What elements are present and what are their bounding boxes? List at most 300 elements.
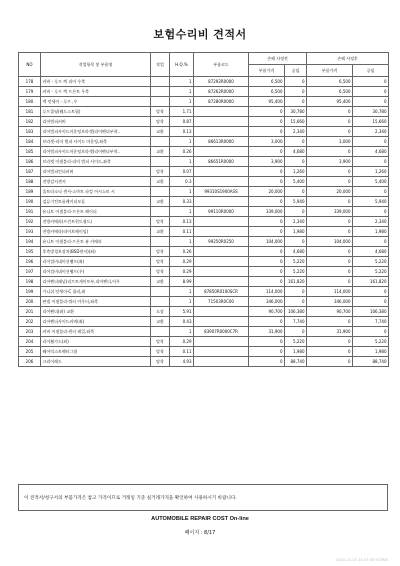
row-part-price: 0 (249, 127, 285, 137)
estimate-rows (19, 77, 389, 367)
row-name: 커버 - 루프 렉 리어 우측 (41, 77, 151, 87)
row-work (151, 207, 170, 217)
row-qty: 1 (170, 87, 194, 97)
row-qty: 0.26 (170, 247, 194, 257)
row-part-price-after: 0 (307, 127, 353, 137)
row-no: 196 (19, 257, 41, 267)
row-qty: 0.29 (170, 337, 194, 347)
header-work-item: 작업항목 및 부품명 (41, 53, 151, 77)
row-part-code (194, 257, 249, 267)
row-labor-after: 0 (353, 187, 389, 197)
row-labor-after: 7,740 (353, 317, 389, 327)
row-part-price: 31,900 (249, 327, 285, 337)
row-work (151, 287, 170, 297)
row-qty: 1.71 (170, 107, 194, 117)
row-part-price: 0 (249, 247, 285, 257)
row-work (151, 297, 170, 307)
row-name: 커버 - 루프 렉 프론트 우측 (41, 87, 151, 97)
row-part-price: 346,000 (249, 297, 285, 307)
row-labor: 0 (285, 157, 307, 167)
row-work: 교환 (151, 227, 170, 237)
row-name: 전방카메라(라이브에이밍) (41, 227, 151, 237)
row-part-code (194, 197, 249, 207)
table-row (19, 167, 389, 177)
header-work: 작업 (151, 53, 170, 77)
row-no: 187 (19, 167, 41, 177)
row-name: 전방카메라(프런트윈드쉴드) (41, 217, 151, 227)
row-labor: 5,220 (285, 337, 307, 347)
row-labor-after: 161,820 (353, 277, 389, 287)
row-work: 탈착 (151, 267, 170, 277)
row-work: 교환 (151, 147, 170, 157)
row-labor: 0 (285, 327, 307, 337)
row-labor-after: 88,740 (353, 357, 389, 367)
table-row (19, 77, 389, 87)
row-qty: 1 (170, 287, 194, 297)
page-number: 페이지 : 8/17 (184, 530, 216, 536)
row-no: 180 (19, 97, 41, 107)
row-labor: 30,780 (285, 107, 307, 117)
row-part-code (194, 317, 249, 327)
row-work (151, 157, 170, 167)
row-part-price: 90,700 (249, 307, 285, 317)
row-part-price-after: 31,900 (307, 327, 353, 337)
row-work: 탈착 (151, 337, 170, 347)
row-labor-after: 4,680 (353, 247, 389, 257)
row-name: 리어컴비네이션램프(우) (41, 267, 151, 277)
row-qty: 0.29 (170, 267, 194, 277)
row-part-price-after: 0 (307, 247, 353, 257)
row-part-code: 99110R0000 (194, 207, 249, 217)
row-work (151, 87, 170, 97)
row-work (151, 187, 170, 197)
row-no: 199 (19, 287, 41, 297)
row-part-price: 0 (249, 167, 285, 177)
row-work: 탈착 (151, 347, 170, 357)
row-work: 교환 (151, 127, 170, 137)
row-labor-after: 15,660 (353, 117, 389, 127)
row-part-price-after: 0 (307, 267, 353, 277)
row-no: 191 (19, 207, 41, 217)
row-qty: 0.26 (170, 147, 194, 157)
row-work: 교환 (151, 277, 170, 287)
row-qty: 0.29 (170, 257, 194, 267)
header-labor: 공임 (285, 65, 307, 77)
row-name: 리어범퍼사이드마운팅브라켓(리어펜더부착.. (41, 127, 151, 137)
row-name: 웨어익스트랙터그릴 (41, 347, 151, 357)
row-part-price: 0 (249, 227, 285, 237)
table-row (19, 287, 389, 297)
row-part-price: 0 (249, 317, 285, 327)
row-work: 교환 (151, 197, 170, 207)
row-part-code (194, 107, 249, 117)
table-row (19, 187, 389, 197)
row-labor-after: 0 (353, 237, 389, 247)
row-name: 유니트 어셈블리-프론트 레이더 (41, 207, 151, 217)
row-name: 브라켓 어셈블리-리어 범퍼 사이드,좌측 (41, 157, 151, 167)
row-labor: 5,220 (285, 267, 307, 277)
row-labor-after: 0 (353, 77, 389, 87)
table-row (19, 267, 389, 277)
row-qty: 0.07 (170, 167, 194, 177)
row-part-code: 87850R0100SCR (194, 287, 249, 297)
table-row (19, 137, 389, 147)
table-row (19, 307, 389, 317)
row-qty: 0.43 (170, 317, 194, 327)
row-work: 도장 (151, 307, 170, 317)
row-name: 리어범퍼사이드마운팅브라켓(리어펜더부착.. (41, 147, 151, 157)
row-labor: 106,380 (285, 307, 307, 317)
row-part-code (194, 147, 249, 157)
row-part-price-after: 0 (307, 317, 353, 327)
table-row (19, 347, 389, 357)
row-part-price-after: 0 (307, 167, 353, 177)
row-work (151, 137, 170, 147)
row-qty: 1 (170, 157, 194, 167)
row-labor: 15,660 (285, 117, 307, 127)
table-row (19, 217, 389, 227)
row-labor-after: 5,400 (353, 177, 389, 187)
row-part-code: 87292R0000 (194, 77, 249, 87)
row-work: 탈착 (151, 247, 170, 257)
row-qty: 5.91 (170, 307, 194, 317)
row-labor: 4,680 (285, 147, 307, 157)
row-part-code: 99250R0250 (194, 237, 249, 247)
row-labor: 0 (285, 97, 307, 107)
row-part-price-after: 0 (307, 347, 353, 357)
row-work: 탈착 (151, 357, 170, 367)
row-part-code (194, 347, 249, 357)
table-row (19, 257, 389, 267)
row-labor: 5,400 (285, 177, 307, 187)
row-part-price-after: 0 (307, 357, 353, 367)
row-part-price: 3,000 (249, 137, 285, 147)
row-labor: 2,340 (285, 127, 307, 137)
row-no: 204 (19, 337, 41, 347)
row-part-price: 339,000 (249, 207, 285, 217)
table-row (19, 327, 389, 337)
row-part-price: 3,900 (249, 157, 285, 167)
row-qty: 1 (170, 297, 194, 307)
row-work (151, 77, 170, 87)
row-work (151, 97, 170, 107)
row-labor: 0 (285, 287, 307, 297)
row-work: 탈착 (151, 257, 170, 267)
row-part-price-after: 0 (307, 117, 353, 127)
row-part-code (194, 217, 249, 227)
row-qty: 1 (170, 237, 194, 247)
header-damage-before: 손해 사정전 (249, 53, 307, 65)
row-part-code (194, 167, 249, 177)
row-work: 탈착 (151, 107, 170, 117)
row-labor-after: 2,340 (353, 217, 389, 227)
row-part-price: 0 (249, 347, 285, 357)
row-labor: 1,260 (285, 167, 307, 177)
row-name: 유니트 어셈블리-프론트 뷰 카메라 (41, 237, 151, 247)
header-labor-after: 공임 (353, 65, 389, 77)
row-no: 182 (19, 117, 41, 127)
row-part-price: 0 (249, 277, 285, 287)
row-labor: 2,340 (285, 217, 307, 227)
row-part-price-after: 0 (307, 147, 353, 157)
row-labor-after: 0 (353, 327, 389, 337)
table-row (19, 107, 389, 117)
document-title: 보험수리비 견적서 (153, 28, 247, 41)
row-no: 188 (19, 177, 41, 187)
row-no: 195 (19, 247, 41, 257)
row-part-price-after: 346,000 (307, 297, 353, 307)
row-no: 205 (19, 347, 41, 357)
row-name: 판넬 어셈블리-쿼터 아우터,좌측 (41, 297, 151, 307)
row-part-code (194, 247, 249, 257)
row-labor: 1,980 (285, 347, 307, 357)
row-part-price: 95,400 (249, 97, 285, 107)
row-labor: 0 (285, 187, 307, 197)
row-qty: 0.87 (170, 117, 194, 127)
table-row (19, 147, 389, 157)
row-qty: 1 (170, 187, 194, 197)
row-part-price-after: 0 (307, 197, 353, 207)
row-part-price: 0 (249, 257, 285, 267)
row-part-code: 83907R0000C7R (194, 327, 249, 337)
row-part-code: 86651R0000 (194, 157, 249, 167)
row-work: 교환 (151, 177, 170, 187)
row-no: 181 (19, 107, 41, 117)
row-no: 206 (19, 357, 41, 367)
row-part-price: 104,000 (249, 237, 285, 247)
row-qty: 1 (170, 77, 194, 87)
row-no: 202 (19, 317, 41, 327)
row-part-code (194, 117, 249, 127)
row-part-code: 87280R0000 (194, 97, 249, 107)
row-labor-after: 106,380 (353, 307, 389, 317)
row-no: 194 (19, 237, 41, 247)
row-part-price-after: 95,400 (307, 97, 353, 107)
row-part-price: 0 (249, 197, 285, 207)
row-labor: 88,740 (285, 357, 307, 367)
row-part-price-after: 0 (307, 217, 353, 227)
row-labor-after: 2,340 (353, 127, 389, 137)
row-labor: 5,220 (285, 257, 307, 267)
row-labor-after: 0 (353, 97, 389, 107)
row-labor-after: 0 (353, 297, 389, 307)
row-qty: 0.13 (170, 217, 194, 227)
table-row (19, 357, 389, 367)
row-no: 198 (19, 277, 41, 287)
row-part-price: 20,000 (249, 187, 285, 197)
row-name: 리어범퍼언더커버 (41, 167, 151, 177)
row-labor-after: 0 (353, 87, 389, 97)
row-labor: 161,820 (285, 277, 307, 287)
row-qty: 1 (170, 137, 194, 147)
row-qty: 4.93 (170, 357, 194, 367)
row-name: 브라켓-리어 범퍼 사이드 마운팅,좌측 (41, 137, 151, 147)
row-part-price-after: 0 (307, 177, 353, 187)
row-name: 후측방경보장치(BSD센서)(좌) (41, 247, 151, 257)
row-part-code: 87262R0000 (194, 87, 249, 97)
table-row (19, 247, 389, 257)
row-part-price: 114,000 (249, 287, 285, 297)
row-name: 커버 어셈블리-센터 레일,좌측 (41, 327, 151, 337)
row-qty: 8.99 (170, 277, 194, 287)
header-hqty: H.Q.% (170, 53, 194, 77)
price-notice: 이 견적서/청구서의 부품가격은 참고 가격이므로 거래일 기준 실거래가격을 확인하여 사용하시기 바랍니다. (18, 484, 388, 511)
row-no: 190 (19, 197, 41, 207)
row-no: 186 (19, 157, 41, 167)
row-labor-after: 0 (353, 207, 389, 217)
row-name: 리어펜더사이드커버(좌) (41, 317, 151, 327)
row-qty: 1 (170, 97, 194, 107)
row-name: 렉 앗세이 - 루프 ,우 (41, 97, 151, 107)
row-part-price-after: 104,000 (307, 237, 353, 247)
row-labor-after: 5,220 (353, 267, 389, 277)
header-damage-after: 손해 사정후 (307, 53, 389, 65)
row-part-code (194, 227, 249, 237)
row-part-price: 6,500 (249, 77, 285, 87)
row-labor: 1,980 (285, 227, 307, 237)
row-no: 178 (19, 77, 41, 87)
table-row (19, 227, 389, 237)
header-part-price-after: 부품가격 (307, 65, 353, 77)
row-part-price-after: 20,000 (307, 187, 353, 197)
row-labor: 5,940 (285, 197, 307, 207)
row-name: 전방감지센서 (41, 177, 151, 187)
row-labor-after: 5,220 (353, 257, 389, 267)
header-no: NO (19, 53, 41, 77)
row-qty: 1 (170, 327, 194, 337)
row-labor-after: 5,220 (353, 337, 389, 347)
row-labor: 0 (285, 77, 307, 87)
row-part-price-after: 0 (307, 337, 353, 347)
row-part-code (194, 277, 249, 287)
row-no: 185 (19, 147, 41, 157)
row-part-price-after: 114,000 (307, 287, 353, 297)
row-part-price: 0 (249, 337, 285, 347)
row-labor-after: 4,680 (353, 147, 389, 157)
row-no: 193 (19, 227, 41, 237)
row-labor-after: 1,980 (353, 227, 389, 237)
row-no: 184 (19, 137, 41, 147)
row-labor-after: 0 (353, 137, 389, 147)
row-work: 탈착 (151, 217, 170, 227)
table-row (19, 237, 389, 247)
print-timestamp: 2025-11-25 14:37:35 KSTREI (336, 558, 388, 562)
row-labor: 0 (285, 297, 307, 307)
row-qty: 0.3 (170, 177, 194, 187)
row-part-price: 6,500 (249, 87, 285, 97)
row-name: 루프몰딩(웨드스트립) (41, 107, 151, 117)
row-name: 가니쉬 앗세이-C 필러,좌 (41, 287, 151, 297)
row-no: 197 (19, 267, 41, 277)
row-part-price: 0 (249, 357, 285, 367)
row-name: 리어펜더패널(리프트게이트부,리어펜더,아우 (41, 277, 151, 287)
row-part-price-after: 6,500 (307, 77, 353, 87)
row-part-code (194, 267, 249, 277)
table-row (19, 277, 389, 287)
row-qty: 0.13 (170, 127, 194, 137)
row-part-price-after: 0 (307, 257, 353, 267)
table-row (19, 337, 389, 347)
row-part-price-after: 90,700 (307, 307, 353, 317)
row-name: 검류기컨트롤레이더모듈 (41, 197, 151, 207)
row-work (151, 237, 170, 247)
row-name: 울트라소닉 센서-스마트 파킹 어시스트 시 (41, 187, 151, 197)
row-no: 179 (19, 87, 41, 97)
row-part-code: 86613R0000 (194, 137, 249, 147)
row-labor-after: 0 (353, 157, 389, 167)
row-part-price-after: 3,900 (307, 157, 353, 167)
table-row (19, 207, 389, 217)
row-part-price-after: 6,500 (307, 87, 353, 97)
table-row (19, 177, 389, 187)
row-name: 크리어레드 (41, 357, 151, 367)
row-qty: 1 (170, 207, 194, 217)
row-part-code (194, 127, 249, 137)
footer-title: AUTOMOBILE REPAIR COST On-line (151, 516, 249, 522)
header-part-code: 부품코드 (194, 53, 249, 77)
row-part-price: 0 (249, 147, 285, 157)
row-part-price-after: 0 (307, 277, 353, 287)
row-labor-after: 0 (353, 287, 389, 297)
row-no: 192 (19, 217, 41, 227)
row-work: 교환 (151, 317, 170, 327)
row-part-price-after: 0 (307, 227, 353, 237)
row-name: 리어펜더(좌) 교환 (41, 307, 151, 317)
row-part-price-after: 0 (307, 107, 353, 117)
row-part-price: 0 (249, 177, 285, 187)
row-labor: 0 (285, 137, 307, 147)
table-row (19, 197, 389, 207)
row-no: 189 (19, 187, 41, 197)
table-row (19, 117, 389, 127)
row-part-price: 0 (249, 107, 285, 117)
row-labor: 4,680 (285, 247, 307, 257)
row-labor: 0 (285, 207, 307, 217)
table-row (19, 127, 389, 137)
row-part-code (194, 357, 249, 367)
row-qty: 0.11 (170, 227, 194, 237)
row-work: 탈착 (151, 117, 170, 127)
row-labor: 0 (285, 237, 307, 247)
row-part-price-after: 339,000 (307, 207, 353, 217)
table-row (19, 97, 389, 107)
row-name: 리어범퍼커버 (41, 117, 151, 127)
table-row (19, 157, 389, 167)
row-name: 리어휠가드(좌) (41, 337, 151, 347)
row-labor: 0 (285, 87, 307, 97)
row-work: 탈착 (151, 167, 170, 177)
estimate-table (18, 52, 389, 367)
row-part-price: 0 (249, 267, 285, 277)
row-no: 201 (19, 307, 41, 317)
row-part-price: 0 (249, 217, 285, 227)
row-labor: 7,740 (285, 317, 307, 327)
row-part-code (194, 177, 249, 187)
row-no: 183 (19, 127, 41, 137)
table-row (19, 297, 389, 307)
row-work (151, 327, 170, 337)
row-labor-after: 5,940 (353, 197, 389, 207)
row-part-price-after: 3,000 (307, 137, 353, 147)
table-row (19, 87, 389, 97)
row-qty: 0.33 (170, 197, 194, 207)
row-part-code: 99310S1900ASS (194, 187, 249, 197)
row-part-code: 71503R0C00 (194, 297, 249, 307)
row-labor-after: 1,980 (353, 347, 389, 357)
row-labor-after: 1,260 (353, 167, 389, 177)
header-part-price: 부품가격 (249, 65, 285, 77)
row-no: 200 (19, 297, 41, 307)
